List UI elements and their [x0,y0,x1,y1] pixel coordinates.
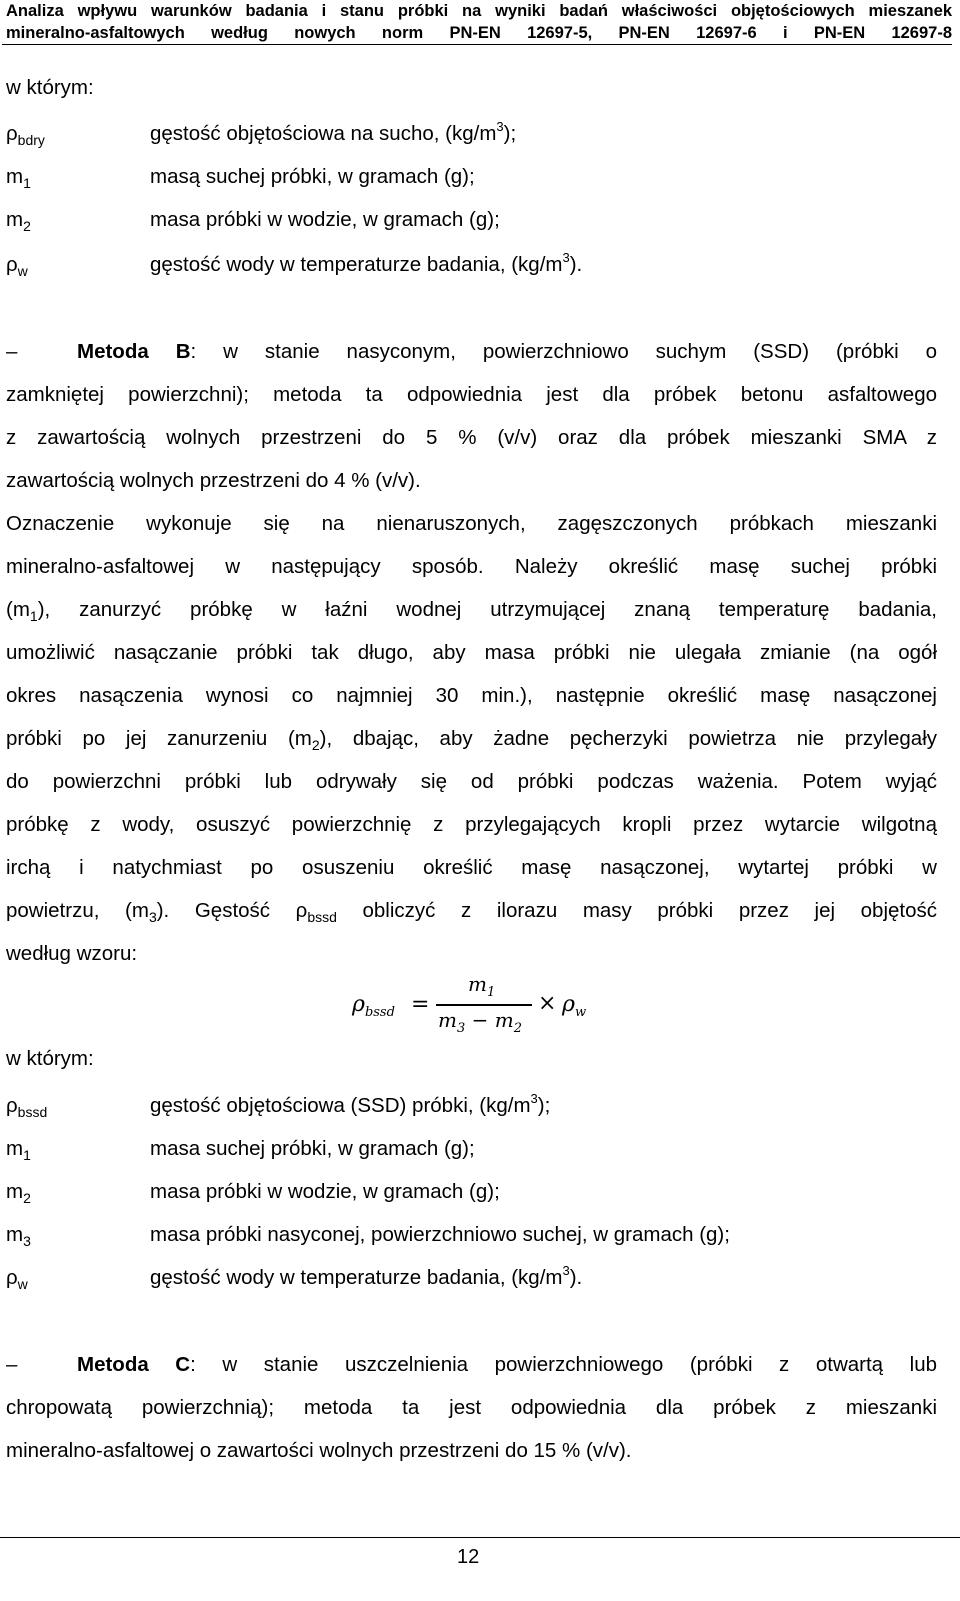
procedure-line-5: okres nasączenia wynosi co najmniej 30 min.), następnie określić masę nasączonej [6,684,937,707]
formula-times: × [538,991,557,1016]
symbol-m1: $m_1$ [6,165,31,191]
method-b-paragraph [6,330,937,502]
definition-m3: masa próbki nasyconej, powierzchniowo suchej, w gramach (g); [150,1223,730,1246]
definition-m1-b: masa suchej próbki, w gramach (g); [150,1137,475,1160]
method-c-line-3: mineralno-asfaltowej o zawartości wolnych przestrzeni do 15 % (v/v). [6,1439,632,1462]
symbol-m2-b: $m_2$ [6,1180,31,1206]
procedure-line-9: irchą i natychmiast po osuszeniu określić masę nasączonej, wytartej próbki w [6,856,937,879]
definition-rho-bssd: gęstość objętościowa (SSD) próbki, $(kg/m^3)$; [150,1091,551,1117]
symbol-m3: $m_3$ [6,1223,31,1249]
procedure-line-2: mineralno-asfaltowej w następujący sposób. Należy określić masę suchej próbki [6,555,937,578]
symbol-m2: $m_2$ [6,208,31,234]
header-divider [2,44,952,45]
procedure-line-1: Oznaczenie wykonuje się na nienaruszonych, zagęszczonych próbkach mieszanki [6,512,937,535]
method-b-line-3: z zawartością wolnych przestrzeni do 5 % (v/v) oraz dla próbek mieszanki SMA z [6,426,937,449]
procedure-line-7: do powierzchni próbki lub odrywały się od próbki podczas ważenia. Potem wyjąć [6,770,937,793]
formula-denominator: $m_3 - m_2$ [438,1008,522,1036]
definition-m2: masa próbki w wodzie, w gramach (g); [150,208,500,231]
procedure-line-6: próbki po jej zanurzeniu $(m_2)$, dbając, aby żadne pęcherzyki powietrza nie przylegały [6,727,937,753]
method-c-line-1: – Metoda C: w stanie uszczelnienia powierzchniowego (próbki z otwartą lub [6,1353,937,1376]
definition-m1: masą suchej próbki, w gramach (g); [150,165,475,188]
header-line-2: mineralno-asfaltowych według nowych norm PN-EN 12697-5, PN-EN 12697-6 i PN-EN 12697-8 [6,24,952,42]
page-number: 12 [457,1546,480,1568]
formula-equals: = [411,992,430,1017]
where-heading-2: w którym: [6,1047,94,1070]
formula-fraction-bar [436,1004,532,1006]
definition-rho-w: gęstość wody w temperaturze badania, $(kg/m^3)$. [150,250,583,276]
procedure-line-10: powietrzu, $(m_3)$. Gęstość $\rho_{bssd}$ obliczyć z ilorazu masy próbki przez jej objętość [6,899,938,925]
definition-rho-bdry: gęstość objętościowa na sucho, $(kg/m^3)$; [150,119,517,145]
formula-numerator: $m_1$ [468,972,496,1000]
method-b-line-2: zamkniętej powierzchni); metoda ta odpowiednia jest dla próbek betonu asfaltowego [6,383,937,406]
procedure-paragraph [6,502,937,975]
definition-rho-w-b: gęstość wody w temperaturze badania, $(kg/m^3)$. [150,1263,583,1289]
where-heading-1: w którym: [6,76,94,99]
symbol-m1-b: $m_1$ [6,1137,31,1163]
procedure-line-8: próbkę z wody, osuszyć powierzchnię z przylegających kropli przez wytarcie wilgotną [6,813,937,836]
method-c-paragraph [6,1343,937,1472]
symbol-rho-w: $\rho_w$ [6,253,28,279]
definition-m2-b: masa próbki w wodzie, w gramach (g); [150,1180,500,1203]
header-line-1: Analiza wpływu warunków badania i stanu próbki na wyniki badań właściwości objętościowych mieszanek [6,2,952,20]
symbol-rho-bdry: $\rho_{bdry}$ [6,122,45,148]
method-b-title: Metoda B [77,340,191,363]
symbol-rho-bssd: $\rho_{bssd}$ [6,1094,48,1120]
formula-lhs: $\rho_{bssd}$ [352,992,395,1020]
footer-divider [0,1537,960,1538]
formula-rhs: $\rho_w$ [562,992,587,1020]
method-b-line-4: zawartością wolnych przestrzeni do 4 % (v/v). [6,469,421,492]
method-c-line-2: chropowatą powierzchnią); metoda ta jest odpowiednia dla próbek z mieszanki [6,1396,937,1419]
running-header [6,0,952,44]
procedure-line-4: umożliwić nasączanie próbki tak długo, aby masa próbki nie ulegała zmianie (na ogół [6,641,937,664]
formula-rho-bssd [352,972,612,1042]
procedure-line-11: według wzoru: [6,942,138,965]
procedure-line-3: $(m_1)$, zanurzyć próbkę w łaźni wodnej utrzymującej znaną temperaturę badania, [6,598,937,624]
method-b-line-1: – Metoda B: w stanie nasyconym, powierzchniowo suchym (SSD) (próbki o [6,340,937,363]
symbol-rho-w-b: $\rho_w$ [6,1266,28,1292]
method-c-title: Metoda C [77,1353,191,1376]
